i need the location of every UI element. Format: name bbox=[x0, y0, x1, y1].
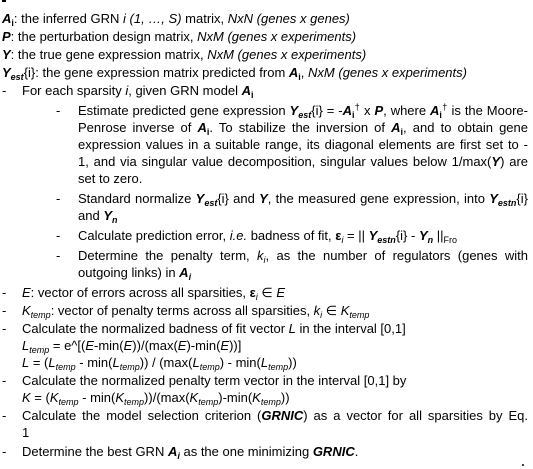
def-p: P: the perturbation design matrix, NxM (genes x experiments) bbox=[2, 29, 357, 44]
substep-penalty-line1: Determine the penalty term, $k_i$, as the number of regulators (genes with bbox=[78, 248, 528, 265]
step-error-vector: E: vector of errors across all sparsities, $\varepsilon_i$ ∈ E bbox=[22, 285, 285, 302]
substep-estimate-line2: Penrose inverse of $A_i$. To stabilize the inversion of $A_i$, and to obtain gene bbox=[78, 120, 528, 137]
substep-normalize-line1: Standard normalize $Y_{est}\{i\}$ and Y, the measured gene expression, into $Y_{estn}\{i\}$ bbox=[78, 191, 528, 208]
def-y: Y: the true gene expression matrix, NxM (genes x experiments) bbox=[2, 47, 367, 62]
step-badness-vector: Calculate the normalized badness of fit vector L in the interval [0,1] bbox=[22, 321, 406, 336]
step-penalty-normalize: Calculate the normalized penalty term vector in the interval [0,1] by bbox=[22, 373, 407, 388]
formula-k: $K = (K_{temp} - \min(K_{temp}))/(\max(K_{temp})-\min(K_{temp}))$ bbox=[22, 390, 290, 407]
bullet-dash: - bbox=[2, 321, 7, 336]
substep-penalty-line2: outgoing links) in $A_i$ bbox=[78, 265, 192, 282]
substep-prediction-error: Calculate prediction error, i.e. badness of fit, $\varepsilon_i$ = || $Y_{estn}\{i\} - Y_n$ $||_{Fro}$ bbox=[78, 228, 457, 245]
step-penalty-vector: $K_{temp}$: vector of penalty terms across all sparsities, $k_i$ ∈ $K_{temp}$ bbox=[22, 303, 370, 320]
bullet-dash: - bbox=[2, 83, 7, 98]
bullet-dash: - bbox=[2, 444, 7, 459]
bullet-dash: - bbox=[56, 248, 61, 263]
substep-estimate-line4: 1, and via singular value decomposition, singular values below 1/max(Y) are bbox=[78, 154, 529, 169]
def-yest: $Y_{est}\{i\}$: the gene expression matrix predicted from $A_i$, NxM (genes x experiments) bbox=[2, 65, 467, 82]
bullet-dash: - bbox=[56, 191, 61, 206]
bullet-dash: - bbox=[2, 373, 7, 388]
def-ai: $A_i$: the inferred GRN i (1, …, S) matrix, NxN (genes x genes) bbox=[2, 11, 350, 28]
formula-l: $L = (L_{temp} - \min(L_{temp})) / (\max(L_{temp}) - \min(L_{temp}))$ bbox=[22, 355, 297, 372]
substep-estimate-line1: Estimate predicted gene expression $Y_{est}\{i\} = -A_i^\dagger$ x P, where $A_i^\dagger$ is the Moore- bbox=[78, 102, 528, 120]
substep-normalize-line2: and $Y_n$ bbox=[78, 208, 118, 225]
bullet-dash: - bbox=[2, 285, 7, 300]
step-grnic-line1: Calculate the model selection criterion (GRNIC) as a vector for all sparsities by Eq. bbox=[22, 408, 528, 423]
step-grnic-line2: 1 bbox=[22, 425, 30, 440]
step-determine-best: Determine the best GRN $A_i$ as the one minimizing GRNIC. bbox=[22, 444, 359, 461]
top-rule-mark bbox=[2, 0, 6, 2]
bullet-dash: - bbox=[56, 103, 61, 118]
formula-l-temp: $L_{temp}$ = e^[(E-min(E))/(max(E)-min(E))] bbox=[22, 338, 242, 355]
bullet-dash: - bbox=[2, 303, 7, 318]
bullet-dash: - bbox=[2, 408, 7, 423]
substep-estimate-line5: set to zero. bbox=[78, 171, 143, 186]
step-for-each-sparsity: For each sparsity i, given GRN model $A_i$ bbox=[22, 83, 254, 100]
substep-estimate-line3: expression values in a suitable range, its diagonal elements are first set to - bbox=[78, 137, 528, 152]
end-dot bbox=[522, 464, 524, 466]
bullet-dash: - bbox=[56, 228, 61, 243]
